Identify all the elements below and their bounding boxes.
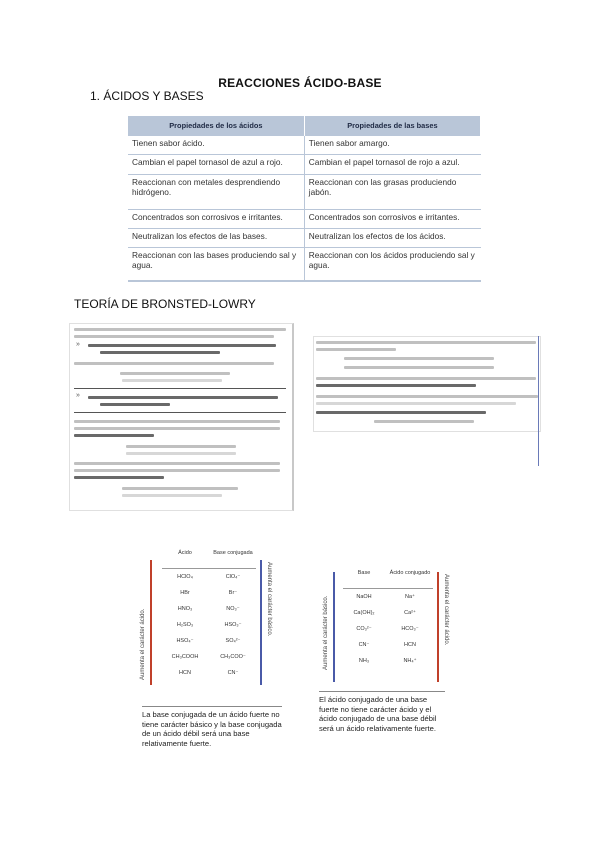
equation-line <box>122 487 238 490</box>
base-formula: HSO₃⁻ <box>224 622 242 628</box>
divider <box>74 412 286 413</box>
acid-table-note: La base conjugada de un ácido fuerte no tiene carácter básico y la base conjugada de un ácido débil será una base relativamente fuerte. <box>142 706 282 748</box>
base-formula: NaOH <box>356 594 372 600</box>
base-formula: NO₃⁻ <box>226 606 240 612</box>
acid-formula: CH₃COOH <box>171 654 199 660</box>
base-formula: CO₃²⁻ <box>356 626 372 632</box>
text-line <box>316 377 536 380</box>
acid-formula: HCN <box>179 670 191 676</box>
base-strength-axis-label: Aumenta el carácter básico. <box>266 562 272 637</box>
acid-formula: Na⁺ <box>405 594 415 600</box>
acid-formula: HSO₄⁻ <box>176 638 194 644</box>
base-formula: NH₃ <box>358 658 370 664</box>
base-property: Reaccionan con las grasas produciendo jabón. <box>304 175 480 210</box>
base-formula: ClO₄⁻ <box>225 574 241 580</box>
base-table-note: El ácido conjugado de una base fuerte no tiene carácter ácido y el ácido conjugado de una base débil será un ácido relativamente fuerte. <box>319 691 445 733</box>
equation-line <box>120 372 230 375</box>
equation-line <box>316 395 538 398</box>
acid-property: Reaccionan con las bases produciendo sal y agua. <box>128 248 304 281</box>
arrow-icon: » <box>76 341 80 348</box>
arrow-up-icon <box>150 560 152 685</box>
conjugate-base-column-header: Base conjugada <box>213 550 253 556</box>
acid-formula: HCN <box>404 642 416 648</box>
base-column-header: Base <box>357 570 371 576</box>
equation-line <box>126 445 236 448</box>
scanned-excerpt-amphoteric <box>313 336 541 432</box>
base-property: Tienen sabor amargo. <box>304 136 480 155</box>
text-line <box>126 452 236 455</box>
text-line <box>316 402 516 405</box>
acid-property: Tienen sabor ácido. <box>128 136 304 155</box>
acid-property: Reaccionan con metales desprendiendo hidrógeno. <box>128 175 304 210</box>
base-strength-axis-label: Aumenta el carácter básico. <box>323 595 329 670</box>
base-formula: SO₄²⁻ <box>225 638 241 644</box>
table-row <box>128 155 481 175</box>
document-title: REACCIONES ÁCIDO-BASE <box>218 76 382 90</box>
text-line <box>100 403 170 406</box>
properties-table-header <box>128 116 481 136</box>
section-heading-acids-bases: 1. ÁCIDOS Y BASES <box>90 89 204 103</box>
text-line <box>122 379 222 382</box>
base-formula: CN⁻ <box>227 670 239 676</box>
conjugate-acid-column-header: Ácido conjugado <box>389 570 431 576</box>
equation-line <box>374 420 474 423</box>
base-formula: CN⁻ <box>358 642 370 648</box>
divider <box>74 388 286 389</box>
acid-strength-table <box>140 540 272 700</box>
equation-line <box>344 366 494 369</box>
text-line <box>74 427 280 430</box>
text-line <box>74 434 154 437</box>
acid-strength-axis-label: Aumenta el carácter ácido. <box>443 574 449 646</box>
header-acids: Propiedades de los ácidos <box>128 116 304 136</box>
text-line <box>316 348 396 351</box>
table-row <box>128 248 481 281</box>
section-heading-bronsted-lowry: TEORÍA DE BRONSTED-LOWRY <box>74 297 256 311</box>
table-row <box>128 210 481 229</box>
text-line <box>316 411 486 414</box>
text-line <box>316 341 536 344</box>
acid-property: Neutralizan los efectos de las bases. <box>128 229 304 248</box>
base-property: Cambian el papel tornasol de rojo a azul. <box>304 155 480 175</box>
base-formula: Br⁻ <box>228 590 238 596</box>
base-property: Reaccionan con los ácidos produciendo sal y agua. <box>304 248 480 281</box>
table-row <box>128 175 481 210</box>
base-property: Neutralizan los efectos de los ácidos. <box>304 229 480 248</box>
table-row <box>128 136 481 155</box>
text-line <box>316 384 476 387</box>
divider <box>343 588 433 589</box>
text-line <box>74 462 280 465</box>
divider <box>162 568 256 569</box>
text-line <box>100 351 220 354</box>
text-line <box>74 362 274 365</box>
acid-property: Cambian el papel tornasol de azul a rojo. <box>128 155 304 175</box>
acid-formula: HBr <box>180 590 190 596</box>
acid-formula: HCO₃⁻ <box>401 626 419 632</box>
text-line <box>74 328 286 331</box>
properties-table <box>128 116 481 282</box>
base-formula: Ca(OH)₂ <box>353 610 375 616</box>
text-line <box>88 396 278 399</box>
acid-property: Concentrados son corrosivos e irritantes. <box>128 210 304 229</box>
acid-formula: NH₄⁺ <box>403 658 417 664</box>
arrow-down-icon <box>260 560 262 685</box>
text-line <box>122 494 222 497</box>
scanned-excerpt-definitions <box>69 323 294 511</box>
table-row <box>128 229 481 248</box>
text-line <box>88 344 276 347</box>
text-line <box>74 335 274 338</box>
header-bases: Propiedades de las bases <box>304 116 480 136</box>
text-line <box>74 420 280 423</box>
equation-line <box>344 357 494 360</box>
base-formula: CH₃COO⁻ <box>220 654 246 660</box>
acid-formula: HClO₄ <box>177 574 193 580</box>
text-line <box>74 469 280 472</box>
arrow-icon: » <box>76 392 80 399</box>
acid-formula: Ca²⁺ <box>404 610 416 616</box>
base-property: Concentrados son corrosivos e irritantes. <box>304 210 480 229</box>
vertical-rule <box>538 336 539 466</box>
arrow-down-icon <box>437 572 439 682</box>
acid-formula: HNO₃ <box>177 606 193 612</box>
base-strength-table <box>323 560 449 690</box>
acid-strength-axis-label: Aumenta el carácter ácido. <box>140 608 146 680</box>
text-line <box>74 476 164 479</box>
acid-formula: H₂SO₃ <box>176 622 194 628</box>
arrow-up-icon <box>333 572 335 682</box>
acid-column-header: Ácido <box>178 550 192 556</box>
